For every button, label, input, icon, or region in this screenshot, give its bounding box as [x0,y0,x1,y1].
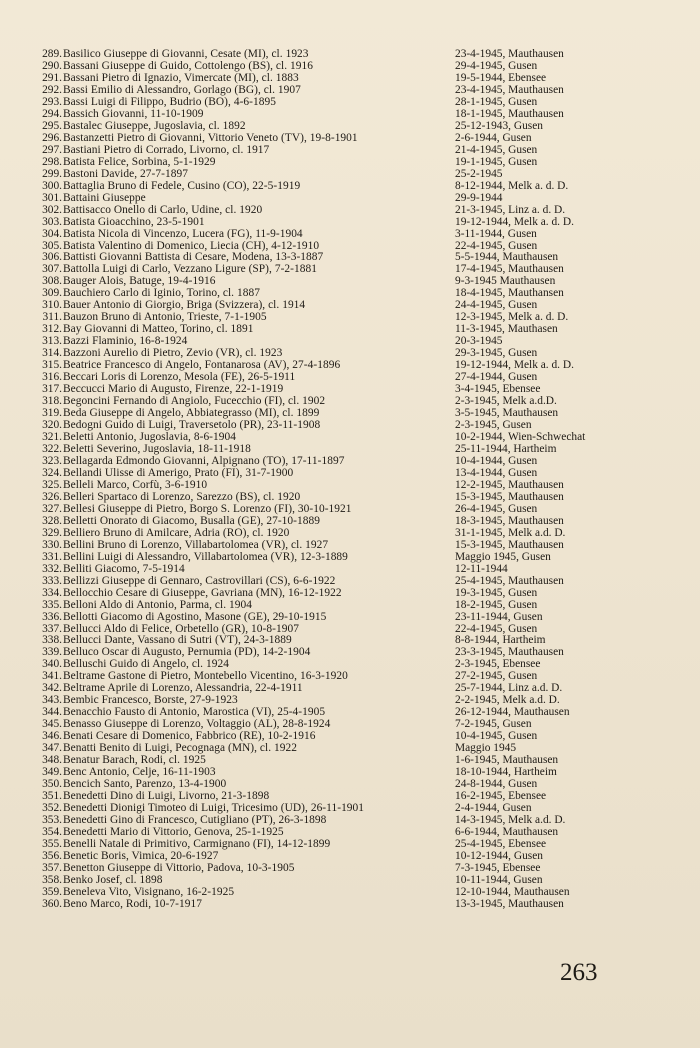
entry-details: Bay Giovanni di Matteo, Torino, cl. 1891 [63,324,254,336]
entry-details: Bellotti Giacomo di Agostino, Masone (GE), 29-10-1915 [63,611,327,623]
entry-number: 355. [42,837,62,850]
entry-number: 292. [42,83,62,96]
entry-details: Bassich Giovanni, 11-10-1909 [63,108,204,120]
entry-death-date-place: 27-2-1945, Gusen [455,671,538,683]
entry-death-date-place: 7-2-1945, Gusen [455,719,532,731]
entry-number: 321. [42,431,62,443]
list-item [36,336,686,348]
entry-death-date-place: 10-2-1944, Wien-Schwechat [455,432,586,443]
list-item [36,624,686,636]
list-item [36,109,686,121]
list-item [36,659,686,671]
entry-number: 302. [42,203,62,216]
list-item [36,540,686,552]
entry-details: Bassani Pietro di Ignazio, Vimercate (MI), cl. 1883 [63,72,299,84]
entry-death-date-place: 14-3-1945, Melk a.d. D. [455,815,566,826]
entry-details: Battaini Giuseppe [63,192,146,204]
entry-number: 306. [42,251,62,264]
entry-number: 329. [42,526,62,539]
entry-number: 319. [42,407,62,420]
entry-number: 305. [42,239,62,252]
entry-death-date-place: 18-2-1945, Gusen [455,599,538,611]
entry-death-date-place: 29-3-1945, Gusen [455,348,538,360]
entry-death-date-place: 13-4-1944, Gusen [455,467,538,479]
list-item [36,504,686,516]
entry-details: Belleri Spartaco di Lorenzo, Sarezzo (BS), cl. 1920 [63,491,301,503]
list-item [36,300,686,312]
entry-details: Bellesi Giuseppe di Pietro, Borgo S. Lorenzo (FI), 30-10-1921 [63,503,352,515]
entry-details: Bellini Bruno di Lorenzo, Villabartolomea (VR), cl. 1927 [63,539,329,551]
entry-death-date-place: 23-11-1944, Gusen [455,611,543,623]
entry-number: 320. [42,419,62,432]
entry-number: 303. [42,215,62,228]
entry-number: 341. [42,670,62,683]
entry-number: 360. [42,897,62,910]
entry-details: Benko Josef, cl. 1898 [63,874,163,886]
entry-number: 299. [42,167,62,180]
entry-death-date-place: Maggio 1945, Gusen [455,551,551,563]
list-item [36,719,686,731]
entry-details: Battisacco Onello di Carlo, Udine, cl. 1920 [63,204,263,216]
entry-death-date-place: 21-3-1945, Linz a. d. D. [455,204,566,216]
entry-details: Bellocchio Cesare di Giuseppe, Gavriana (MN), 16-12-1922 [63,587,342,599]
entry-death-date-place: Maggio 1945 [455,743,517,755]
entry-details: Batista Nicola di Vincenzo, Lucera (FG), 11-9-1904 [63,228,303,240]
list-item [36,408,686,420]
list-item [36,420,686,432]
entry-details: Benelli Natale di Primitivo, Carmignano (FI), 14-12-1899 [63,838,331,850]
entry-number: 313. [42,335,62,348]
entry-number: 337. [42,622,62,635]
list-item [36,157,686,169]
entry-death-date-place: 25-12-1943, Gusen [455,120,543,132]
entry-death-date-place: 25-4-1945, Ebensee [455,838,547,850]
entry-details: Belliero Bruno di Amilcare, Adria (RO), cl. 1920 [63,527,290,539]
entry-death-date-place: 25-4-1945, Mauthausen [455,575,564,587]
entry-number: 300. [42,179,62,192]
entry-death-date-place: 18-10-1944, Hartheim [455,767,557,779]
list-item [36,839,686,851]
entry-number: 308. [42,275,62,288]
entry-death-date-place: 19-1-1945, Gusen [455,156,538,168]
entry-death-date-place: 13-3-1945, Mauthausen [455,898,564,910]
entry-details: Beccari Loris di Lorenzo, Mesola (FE), 26-5-1911 [63,372,296,384]
list-item [36,863,686,875]
entry-details: Belluco Oscar di Augusto, Pernumia (PD), 14-2-1904 [63,647,311,659]
entry-death-date-place: 18-4-1945, Mauthansen [455,288,564,300]
entry-number: 315. [42,359,62,372]
list-item [36,264,686,276]
entry-death-date-place: 2-6-1944, Gusen [455,132,532,144]
entry-details: Bauchiero Carlo di Iginio, Torino, cl. 1887 [63,288,260,300]
entry-death-date-place: 21-4-1945, Gusen [455,144,538,156]
list-item [36,480,686,492]
list-item [36,683,686,695]
entry-death-date-place: 10-4-1944, Gusen [455,455,538,467]
entry-number: 293. [42,95,62,108]
entry-number: 324. [42,466,62,479]
list-item [36,312,686,324]
entry-details: Bastalec Giuseppe, Jugoslavia, cl. 1892 [63,120,246,132]
entry-details: Bencich Santo, Parenzo, 13-4-1900 [63,779,227,791]
entry-number: 310. [42,299,62,312]
entry-number: 354. [42,825,62,838]
entry-death-date-place: 16-2-1945, Ebensee [455,791,547,803]
entry-number: 328. [42,514,62,527]
entry-number: 356. [42,849,62,862]
entry-details: Benedetti Mario di Vittorio, Genova, 25-1-1925 [63,826,284,838]
entry-details: Beno Marco, Rodi, 10-7-1917 [63,898,202,910]
entry-death-date-place: 12-10-1944, Mauthausen [455,886,570,898]
list-item [36,61,686,73]
list-item [36,432,686,444]
list-item [36,217,686,229]
entry-number: 345. [42,718,62,731]
list-item [36,635,686,647]
list-item [36,324,686,336]
entry-details: Benedetti Dino di Luigi, Livorno, 21-3-1898 [63,791,270,803]
entry-details: Beatrice Francesco di Angelo, Fontanarosa (AV), 27-4-1896 [63,360,341,372]
entry-number: 296. [42,131,62,144]
entry-number: 298. [42,155,62,168]
entry-number: 349. [42,766,62,779]
entry-number: 304. [42,227,62,240]
entry-details: Benasso Giuseppe di Lorenzo, Voltaggio (AL), 28-8-1924 [63,719,331,731]
entry-details: Belluschi Guido di Angelo, cl. 1924 [63,659,229,671]
list-item [36,707,686,719]
list-item [36,791,686,803]
entry-number: 358. [42,873,62,886]
entry-number: 348. [42,754,62,767]
entry-number: 317. [42,383,62,396]
entry-details: Belliti Giacomo, 7-5-1914 [63,563,185,575]
entry-number: 314. [42,347,62,360]
entry-death-date-place: 10-12-1944, Gusen [455,850,543,862]
entry-details: Benc Antonio, Celje, 16-11-1903 [63,767,216,779]
entry-details: Bazzoni Aurelio di Pietro, Zevio (VR), cl. 1923 [63,348,283,360]
entry-death-date-place: 2-2-1945, Melk a.d. D. [455,695,560,707]
entry-number: 336. [42,610,62,623]
list-item [36,588,686,600]
entry-number: 318. [42,395,62,408]
entry-number: 340. [42,658,62,671]
entry-number: 357. [42,861,62,874]
entry-details: Bastanzetti Pietro di Giovanni, Vittorio Veneto (TV), 19-8-1901 [63,132,358,144]
entry-death-date-place: 7-3-1945, Ebensee [455,862,541,874]
list-item [36,851,686,863]
list-item [36,492,686,504]
entry-death-date-place: 12-2-1945, Mauthausen [455,479,564,491]
entry-details: Benedetti Gino di Francesco, Cutigliano (PT), 26-3-1898 [63,815,327,826]
list-item [36,444,686,456]
list-item [36,456,686,468]
deportee-list [36,49,686,911]
entry-number: 295. [42,119,62,132]
list-item [36,229,686,241]
entry-death-date-place: 23-4-1945, Mauthausen [455,49,564,60]
entry-number: 338. [42,634,62,647]
entry-details: Bedogni Guido di Luigi, Traversetolo (PR), 23-11-1908 [63,420,321,432]
entry-death-date-place: 26-4-1945, Gusen [455,503,538,515]
list-item [36,887,686,899]
entry-number: 325. [42,478,62,491]
list-item [36,564,686,576]
entry-details: Bembic Francesco, Borste, 27-9-1923 [63,695,238,707]
entry-number: 352. [42,802,62,815]
entry-death-date-place: 8-8-1944, Hartheim [455,635,546,647]
entry-number: 359. [42,885,62,898]
list-item [36,49,686,61]
entry-death-date-place: 26-12-1944, Mauthausen [455,707,570,719]
list-item [36,612,686,624]
entry-details: Belletti Onorato di Giacomo, Busalla (GE), 27-10-1889 [63,515,320,527]
entry-details: Beletti Severino, Jugoslavia, 18-11-1918 [63,443,251,455]
entry-number: 290. [42,59,62,72]
entry-death-date-place: 3-5-1945, Mauthausen [455,408,559,420]
entry-number: 342. [42,682,62,695]
entry-death-date-place: 19-12-1944, Melk a. d. D. [455,360,574,372]
entry-death-date-place: 2-3-1945, Melk a.d.D. [455,396,557,408]
entry-death-date-place: 20-3-1945 [455,336,503,348]
entry-details: Bauzon Bruno di Antonio, Trieste, 7-1-1905 [63,312,267,324]
entry-death-date-place: 29-9-1944 [455,192,503,204]
entry-number: 344. [42,706,62,719]
entry-details: Bazzi Flaminio, 16-8-1924 [63,336,188,348]
entry-number: 331. [42,550,62,563]
entry-death-date-place: 24-4-1945, Gusen [455,300,538,312]
list-item [36,193,686,205]
entry-number: 339. [42,646,62,659]
entry-details: Benatur Barach, Rodi, cl. 1925 [63,755,206,767]
entry-death-date-place: 19-3-1945, Gusen [455,587,538,599]
entry-death-date-place: 9-3-1945 Mauthausen [455,276,556,288]
entry-death-date-place: 2-4-1944, Gusen [455,803,532,815]
entry-number: 330. [42,538,62,551]
entry-details: Bellizzi Giuseppe di Gennaro, Castrovillari (CS), 6-6-1922 [63,575,336,587]
list-item [36,468,686,480]
entry-details: Battolla Luigi di Carlo, Vezzano Ligure (SP), 7-2-1881 [63,264,317,276]
list-item [36,348,686,360]
entry-number: 351. [42,790,62,803]
entry-number: 309. [42,287,62,300]
entry-details: Bauer Antonio di Giorgio, Briga (Svizzera), cl. 1914 [63,300,306,312]
entry-death-date-place: 18-3-1945, Mauthausen [455,515,564,527]
entry-number: 332. [42,562,62,575]
list-item [36,695,686,707]
entry-details: Belleli Marco, Corfù, 3-6-1910 [63,479,208,491]
entry-death-date-place: 18-1-1945, Mauthausen [455,108,564,120]
entry-death-date-place: 25-7-1944, Linz a.d. D. [455,683,563,695]
list-item [36,516,686,528]
list-item [36,169,686,181]
entry-number: 297. [42,143,62,156]
entry-details: Batista Gioacchino, 23-5-1901 [63,216,205,228]
entry-number: 322. [42,442,62,455]
entry-details: Beletti Antonio, Jugoslavia, 8-6-1904 [63,432,237,443]
entry-details: Bastoni Davide, 27-7-1897 [63,168,188,180]
entry-details: Battaglia Bruno di Fedele, Cusino (CO), 22-5-1919 [63,180,301,192]
entry-death-date-place: 28-1-1945, Gusen [455,96,538,108]
entry-death-date-place: 10-4-1945, Gusen [455,731,538,743]
page-number: 263 [560,959,598,986]
list-item [36,576,686,588]
entry-death-date-place: 24-8-1944, Gusen [455,779,538,791]
entry-death-date-place: 23-4-1945, Mauthausen [455,84,564,96]
list-item [36,647,686,659]
entry-details: Benedetti Dionigi Timoteo di Luigi, Tricesimo (UD), 26-11-1901 [63,803,365,815]
entry-details: Bassi Emilio di Alessandro, Gorlago (BG), cl. 1907 [63,84,301,96]
entry-death-date-place: 23-3-1945, Mauthausen [455,647,564,659]
list-item [36,743,686,755]
entry-death-date-place: 25-2-1945 [455,168,503,180]
entry-number: 289. [42,48,62,60]
entry-death-date-place: 10-11-1944, Gusen [455,874,543,886]
entry-details: Batista Valentino di Domenico, Liecia (CH), 4-12-1910 [63,240,320,252]
list-item [36,360,686,372]
entry-details: Benatti Benito di Luigi, Pecognaga (MN), cl. 1922 [63,743,298,755]
entry-death-date-place: 22-4-1945, Gusen [455,240,538,252]
list-item [36,755,686,767]
list-item [36,803,686,815]
list-item [36,181,686,193]
list-item [36,288,686,300]
list-item [36,815,686,827]
list-item [36,133,686,145]
entry-number: 312. [42,323,62,336]
entry-death-date-place: 27-4-1944, Gusen [455,372,538,384]
entry-number: 346. [42,730,62,743]
list-item [36,396,686,408]
entry-number: 323. [42,454,62,467]
entry-number: 333. [42,574,62,587]
entry-number: 294. [42,107,62,120]
list-item [36,121,686,133]
list-item [36,241,686,253]
entry-details: Beltrame Aprile di Lorenzo, Alessandria, 22-4-1911 [63,683,303,695]
entry-death-date-place: 3-4-1945, Ebensee [455,384,541,396]
entry-number: 307. [42,263,62,276]
list-item [36,875,686,887]
list-item [36,252,686,264]
entry-details: Bellucci Dante, Vassano di Sutri (VT), 24-3-1889 [63,635,292,647]
entry-number: 326. [42,490,62,503]
list-item [36,552,686,564]
list-item [36,73,686,85]
entry-death-date-place: 3-11-1944, Gusen [455,228,537,240]
entry-details: Battisti Giovanni Battista di Cesare, Modena, 13-3-1887 [63,252,324,264]
list-item [36,779,686,791]
entry-details: Benetic Boris, Vimica, 20-6-1927 [63,850,219,862]
entry-number: 350. [42,778,62,791]
entry-death-date-place: 1-6-1945, Mauthausen [455,755,559,767]
list-item [36,85,686,97]
entry-details: Bellagarda Edmondo Giovanni, Alpignano (TO), 17-11-1897 [63,455,345,467]
entry-death-date-place: 2-3-1945, Ebensee [455,659,541,671]
entry-details: Belloni Aldo di Antonio, Parma, cl. 1904 [63,599,252,611]
entry-death-date-place: 17-4-1945, Mauthausen [455,264,564,276]
entry-details: Batista Felice, Sorbina, 5-1-1929 [63,156,216,168]
entry-death-date-place: 31-1-1945, Melk a.d. D. [455,527,566,539]
entry-details: Bellucci Aldo di Felice, Orbetello (GR), 10-8-1907 [63,623,299,635]
entry-number: 301. [42,191,62,204]
entry-death-date-place: 29-4-1945, Gusen [455,60,538,72]
list-item [36,372,686,384]
list-item [36,731,686,743]
entry-death-date-place: 12-11-1944 [455,563,508,575]
list-item [36,899,686,911]
entry-death-date-place: 12-3-1945, Melk a. d. D. [455,312,569,324]
entry-number: 347. [42,742,62,755]
entry-number: 335. [42,598,62,611]
list-item [36,600,686,612]
list-item [36,205,686,217]
entry-number: 327. [42,502,62,515]
entry-details: Benati Cesare di Domenico, Fabbrico (RE), 10-2-1916 [63,731,316,743]
entry-death-date-place: 5-5-1944, Mauthausen [455,252,559,264]
entry-death-date-place: 25-11-1944, Hartheim [455,443,557,455]
entry-number: 343. [42,694,62,707]
entry-details: Benacchio Fausto di Antonio, Marostica (VI), 25-4-1905 [63,707,326,719]
list-item [36,528,686,540]
entry-details: Bastiani Pietro di Corrado, Livorno, cl. 1917 [63,144,270,156]
list-item [36,671,686,683]
entry-details: Bellini Luigi di Alessandro, Villabartolomea (VR), 12-3-1889 [63,551,348,563]
entry-details: Bassi Luigi di Filippo, Budrio (BO), 4-6-1895 [63,96,276,108]
list-item [36,276,686,288]
entry-details: Beltrame Gastone di Pietro, Montebello Vicentino, 16-3-1920 [63,671,348,683]
entry-number: 334. [42,586,62,599]
entry-details: Begoncini Fernando di Angiolo, Fucecchio (FI), cl. 1902 [63,396,326,408]
list-item [36,145,686,157]
entry-death-date-place: 6-6-1944, Mauthausen [455,826,559,838]
entry-death-date-place: 15-3-1945, Mauthausen [455,539,564,551]
list-item [36,384,686,396]
entry-details: Beccucci Mario di Augusto, Firenze, 22-1-1919 [63,384,284,396]
entry-death-date-place: 11-3-1945, Mauthasen [455,324,558,336]
entry-details: Bellandi Ulisse di Amerigo, Prato (FI), 31-7-1900 [63,467,294,479]
list-item [36,767,686,779]
list-item [36,827,686,839]
entry-death-date-place: 19-5-1944, Ebensee [455,72,547,84]
entry-details: Benetton Giuseppe di Vittorio, Padova, 10-3-1905 [63,862,295,874]
entry-details: Bauger Alois, Batuge, 19-4-1916 [63,276,216,288]
entry-details: Bassani Giuseppe di Guido, Cottolengo (BS), cl. 1916 [63,60,314,72]
entry-number: 311. [42,311,62,324]
list-item [36,97,686,109]
entry-number: 316. [42,371,62,384]
entry-death-date-place: 19-12-1944, Melk a. d. D. [455,216,574,228]
entry-details: Beda Giuseppe di Angelo, Abbiategrasso (MI), cl. 1899 [63,408,320,420]
entry-death-date-place: 2-3-1945, Gusen [455,420,532,432]
entry-details: Basilico Giuseppe di Giovanni, Cesate (MI), cl. 1923 [63,49,309,60]
entry-number: 353. [42,814,62,826]
entry-number: 291. [42,71,62,84]
entry-death-date-place: 8-12-1944, Melk a. d. D. [455,180,569,192]
entry-death-date-place: 15-3-1945, Mauthausen [455,491,564,503]
entry-details: Beneleva Vito, Visignano, 16-2-1925 [63,886,235,898]
entry-death-date-place: 22-4-1945, Gusen [455,623,538,635]
